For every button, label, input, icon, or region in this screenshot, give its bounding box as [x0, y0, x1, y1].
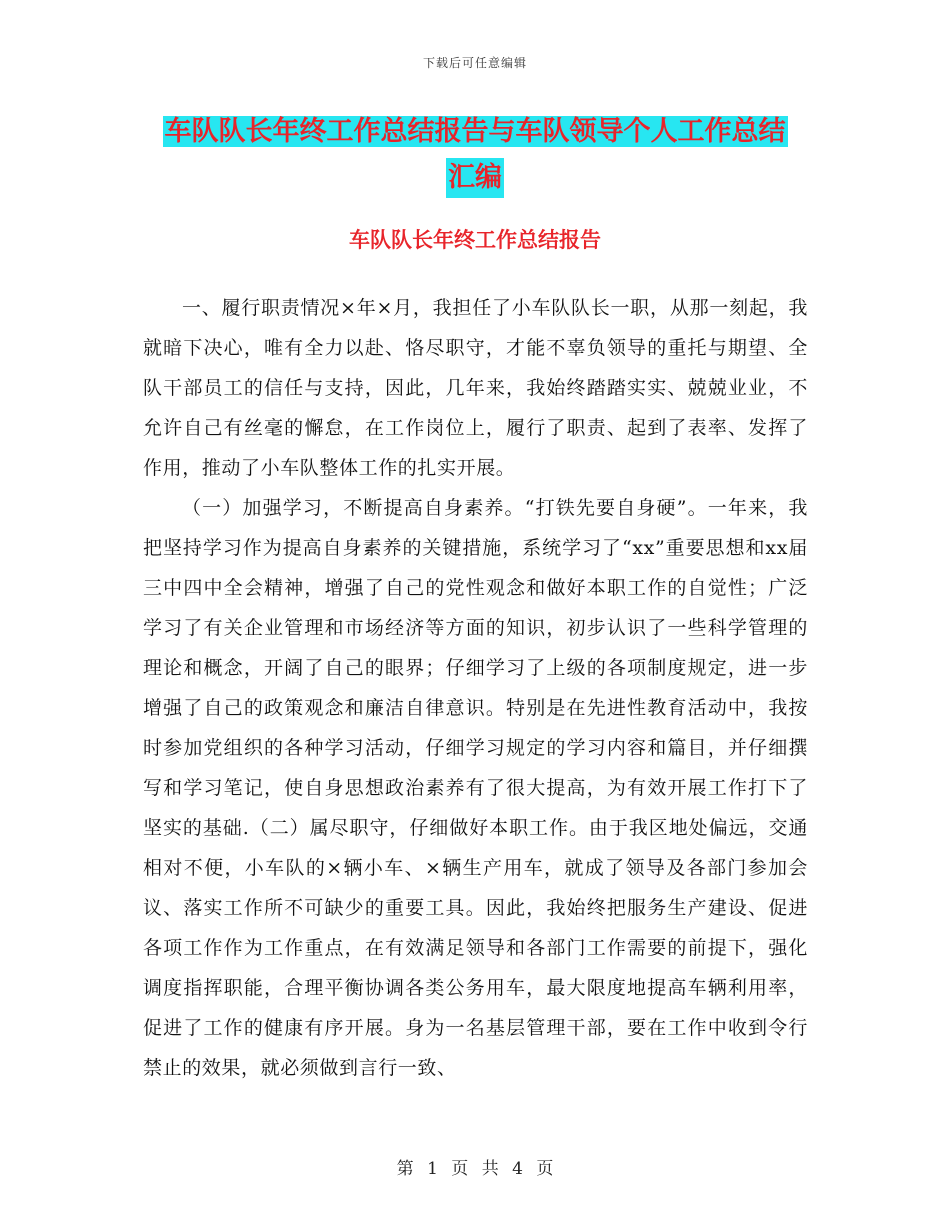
page-number-footer: 第 1 页 共 4 页: [396, 1159, 554, 1179]
paragraph-2: （一）加强学习，不断提高自身素养。“打铁先要自身硬”。一年来，我把坚持学习作为提高自身素养的关键措施，系统学习了“xx”重要思想和xx届三中四中全会精神，增强了自己的党性观念和做好本职工作的自觉性；广泛学习了有关企业管理和市场经济等方面的知识，初步认识了一些科学管理的理论和概念，开阔了自己的眼界；仔细学习了上级的各项制度规定，进一步增强了自己的政策观念和廉洁自律意识。特别是在先进性教育活动中，我按时参加党组织的各种学习活动，仔细学习规定的学习内容和篇目，并仔细撰写和学习笔记，使自身思想政治素养有了很大提高，为有效开展工作打下了坚实的基础.（二）属尽职守，仔细做好本职工作。由于我区地处偏远，交通相对不便，小车队的×辆小车、×辆生产用车，就成了领导及各部门参加会议、落实工作所不可缺少的重要工具。因此，我始终把服务生产建设、促进各项工作作为工作重点，在有效满足领导和各部门工作需要的前提下，强化调度指挥职能，合理平衡协调各类公务用车，最大限度地提高车辆利用率，促进了工作的健康有序开展。身为一名基层管理干部，要在工作中收到令行禁止的效果，就必须做到言行一致、: [143, 497, 808, 1079]
paragraph-1: 一、履行职责情况×年×月，我担任了小车队队长一职，从那一刻起，我就暗下决心，唯有全力以赴、恪尽职守，才能不辜负领导的重托与期望、全队干部员工的信任与支持，因此，几年来，我始终踏踏实实、兢兢业业，不允许自己有丝毫的懈怠，在工作岗位上，履行了职责、起到了表率、发挥了作用，推动了小车队整体工作的扎实开展。: [143, 297, 808, 479]
document-body: [143, 288, 808, 1088]
title-line-1: 车队队长年终工作总结报告与车队领导个人工作总结: [164, 116, 786, 147]
title-line-2: 汇编: [446, 158, 504, 198]
document-title: [0, 112, 950, 198]
header-note: 下载后可任意编辑: [422, 56, 527, 70]
section-title: 车队队长年终工作总结报告: [349, 227, 601, 252]
